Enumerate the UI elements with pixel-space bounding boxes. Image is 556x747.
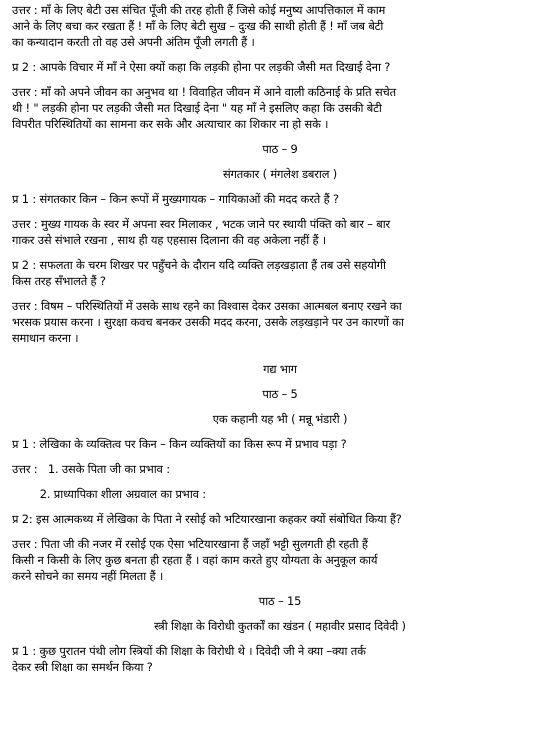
lesson-title [12,411,548,427]
text-line: उत्तर : 1. उसके पिता जी का प्रभाव : [12,462,170,476]
text-line: गद्य भाग [263,362,297,376]
text-line: प्र 2 : आपके विचार में माँ ने ऐसा क्यों कहा कि लड़की होना पर लड़की जैसी मत दिखाई देना ? [12,60,391,74]
text-line: का कन्यादान करती तो वह उसे अपनी अंतिम पूँजी लगती हैं । [12,35,255,49]
question-paragraph [12,257,548,289]
answer-paragraph [12,84,548,132]
answer-paragraph [12,461,548,477]
text-line: उत्तर : माँ के लिए बेटी उस संचित पूँजी की तरह होती हैं जिसे कोई मनुष्य आपत्तिकाल में काम [12,3,386,17]
text-line: उत्तर : विषम – परिस्थितियों में उसके साथ रहने का विश्वास देकर उसका आत्मबल बनाए रखने का [12,299,402,313]
answer-paragraph [12,298,548,346]
question-paragraph [12,643,548,675]
text-line: भरसक प्रयास करना । सुरक्षा कवच बनकर उसकी मदद करना, उसके लड़खड़ाने पर उन कारणों का [12,315,404,329]
section-heading [12,361,548,377]
lesson-title [12,166,548,182]
text-line: विपरीत परिस्थितियों का सामना कर सके और अत्याचार का शिकार ना हो सके । [12,117,329,131]
text-line: पाठ – 9 [262,142,298,156]
text-line: स्त्री शिक्षा के विरोधी कुतर्कों का खंडन ( महावीर प्रसाद दिवेदी ) [154,619,406,633]
text-line: उत्तर : मुख्य गायक के स्वर में अपना स्वर मिलाकर , भटक जाने पर स्थायी पंक्ति को बार – बार [12,217,391,231]
text-line: किसी न किसी के लिए कुछ बनता ही रहता हैं । वहां काम करते हुए योग्यता के अनुकूल कार्य [12,553,378,567]
text-line: आने के लिए बचा कर रखता हैं ! माँ के लिए बेटी सुख – दुःख की साथी होती हैं ! माँ जब बेटी [12,19,384,33]
text-line: उत्तर : माँ को अपने जीवन का अनुभव था ! विवाहित जीवन में आने वाली कठिनाई के प्रति सचेत [12,85,396,99]
text-line: 2. प्राध्यापिका शीला अग्रवाल का प्रभाव : [12,487,206,501]
question-paragraph [12,436,548,452]
lesson-title [12,618,548,634]
text-line: करने सोचने का समय नहीं मिलता हैं । [12,569,164,583]
lesson-number [12,386,548,402]
text-line: थी ! " लड़की होना पर लड़की जैसी मत दिखाई देना " यह माँ ने इसलिए कहा कि उसकी बेटी [12,101,382,115]
text-line: प्र 1 : लेखिका के व्यक्तित्व पर किन – किन व्यक्तियों का किस रूप में प्रभाव पड़ा ? [12,437,347,451]
lesson-number [12,593,548,609]
text-line: किस तरह सँभालते हैं ? [12,274,106,288]
answer-paragraph [12,2,548,50]
question-paragraph [12,59,548,75]
document-page [12,2,548,675]
text-line: प्र 2 : सफलता के चरम शिखर पर पहुँचने के दौरान यदि व्यक्ति लड़खड़ाता हैं तब उसे सहयोगी [12,258,386,272]
text-line: प्र 1 : कुछ पुरातन पंथी लोग स्त्रियों की शिक्षा के विरोधी थे । दिवेदी जी ने क्या –क्या तर्क [12,644,366,658]
text-line: उत्तर : पिता जी की नजर में रसोई एक ऐसा भटियारखाना हैं जहाँ भट्टी सुलगती ही रहती हैं [12,537,368,551]
answer-list-item [12,486,548,502]
text-line: समाधान करना । [12,331,79,345]
question-paragraph [12,511,548,527]
text-line: पाठ – 5 [262,387,298,401]
answer-paragraph [12,536,548,584]
answer-paragraph [12,216,548,248]
question-paragraph [12,191,548,207]
text-line: प्र 1 : संगतकार किन – किन रूपों में मुख्यगायक – गायिकाओं की मदद करते हैं ? [12,192,339,206]
text-line: प्र 2: इस आत्मकथ्य में लेखिका के पिता ने रसोई को भटियारखाना कहकर क्यों संबोधित किया हैं? [12,512,402,526]
text-line: गाकर उसे संभाले रखना , साथ ही यह एहसास दिलाना की वह अकेला नहीं हैं । [12,233,327,247]
text-line: एक कहानी यह भी ( मन्नू भंडारी ) [212,412,348,426]
text-line: संगतकार ( मंगलेश डबराल ) [222,167,338,181]
text-line: पाठ – 15 [258,594,302,608]
lesson-number [12,141,548,157]
text-line: देकर स्त्री शिक्षा का समर्थन किया ? [12,660,153,674]
